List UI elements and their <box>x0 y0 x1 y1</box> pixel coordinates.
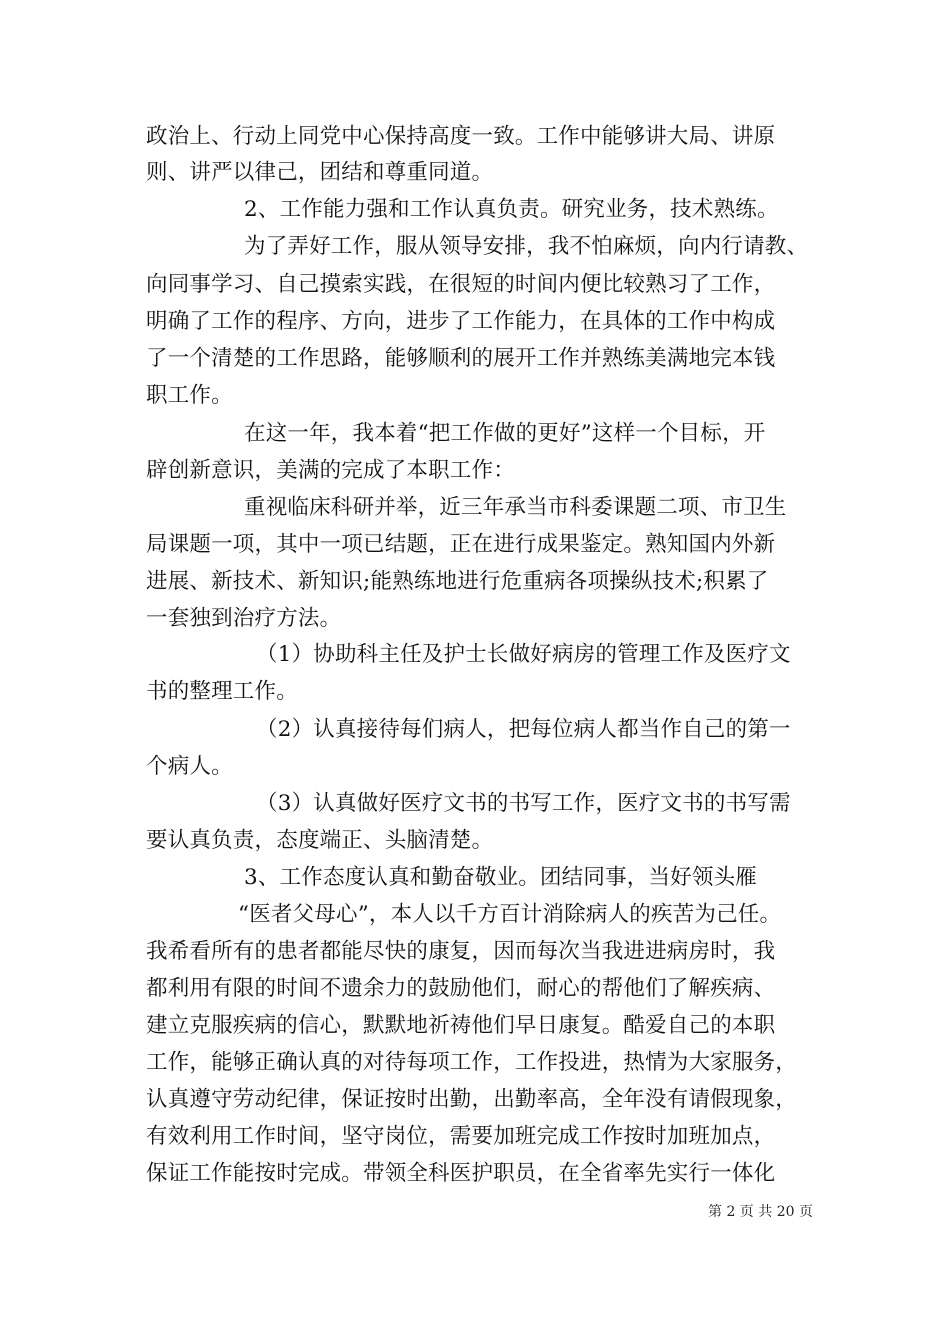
text-line: 个病人。 <box>146 754 233 779</box>
text-line: 重视临床科研并举，近三年承当市科委课题二项、市卫生 <box>244 495 787 520</box>
text-line: 辟创新意识，美满的完成了本职工作： <box>146 458 515 483</box>
text-line: 为了弄好工作，服从领导安排，我不怕麻烦，向内行请教、 <box>244 234 809 259</box>
text-line: 局课题一项，其中一项已结题，正在进行成果鉴定。熟知国内外新 <box>146 532 776 557</box>
text-line: 建立克服疾病的信心，默默地祈祷他们早日康复。酷爱自己的本职 <box>146 1013 776 1038</box>
text-line: 都利用有限的时间不遗余力的鼓励他们，耐心的帮他们了解疾病、 <box>146 976 776 1001</box>
text-line: 3、工作态度认真和勤奋敬业。团结同事，当好领头雁 <box>244 865 757 890</box>
text-line: 则、讲严以律己，团结和尊重同道。 <box>146 160 494 185</box>
text-line: 一套独到治疗方法。 <box>146 606 342 631</box>
text-line: 书的整理工作。 <box>146 679 298 704</box>
text-line: 认真遵守劳动纪律，保证按时出勤，出勤率高，全年没有请假现象， <box>146 1087 798 1112</box>
text-line: 明确了工作的程序、方向，进步了工作能力，在具体的工作中构成 <box>146 309 776 334</box>
text-line: 向同事学习、自己摸索实践，在很短的时间内便比较熟习了工作， <box>146 272 776 297</box>
text-line: 职工作。 <box>146 383 233 408</box>
text-line: 保证工作能按时完成。带领全科医护职员，在全省率先实行一体化 <box>146 1161 776 1186</box>
page-number: 第 2 页 共 20 页 <box>708 1204 813 1220</box>
text-line: （3）认真做好医疗文书的书写工作，医疗文书的书写需 <box>256 791 791 816</box>
text-line: 工作，能够正确认真的对待每项工作，工作投进，热情为大家服务， <box>146 1050 798 1075</box>
text-line: 我希看所有的患者都能尽快的康复，因而每次当我进进病房时，我 <box>146 939 776 964</box>
text-line: “医者父母心”，本人以千方百计消除病人的疾苦为己任。 <box>238 902 782 927</box>
text-line: （1）协助科主任及护士长做好病房的管理工作及医疗文 <box>256 642 791 667</box>
text-line: （2）认真接待每们病人，把每位病人都当作自己的第一 <box>256 717 791 742</box>
text-line: 进展、新技术、新知识;能熟练地进行危重病各项操纵技术;积累了 <box>146 569 769 594</box>
text-line: 有效利用工作时间，坚守岗位，需要加班完成工作按时加班加点， <box>146 1124 776 1149</box>
text-line: 在这一年，我本着“把工作做的更好”这样一个目标，开 <box>244 421 766 446</box>
text-line: 2、工作能力强和工作认真负责。研究业务，技术熟练。 <box>244 197 779 222</box>
text-line: 要认真负责，态度端正、头脑清楚。 <box>146 828 494 853</box>
text-line: 了一个清楚的工作思路，能够顺利的展开工作并熟练美满地完本钱 <box>146 346 776 371</box>
text-line: 政治上、行动上同党中心保持高度一致。工作中能够讲大局、讲原 <box>146 124 776 149</box>
